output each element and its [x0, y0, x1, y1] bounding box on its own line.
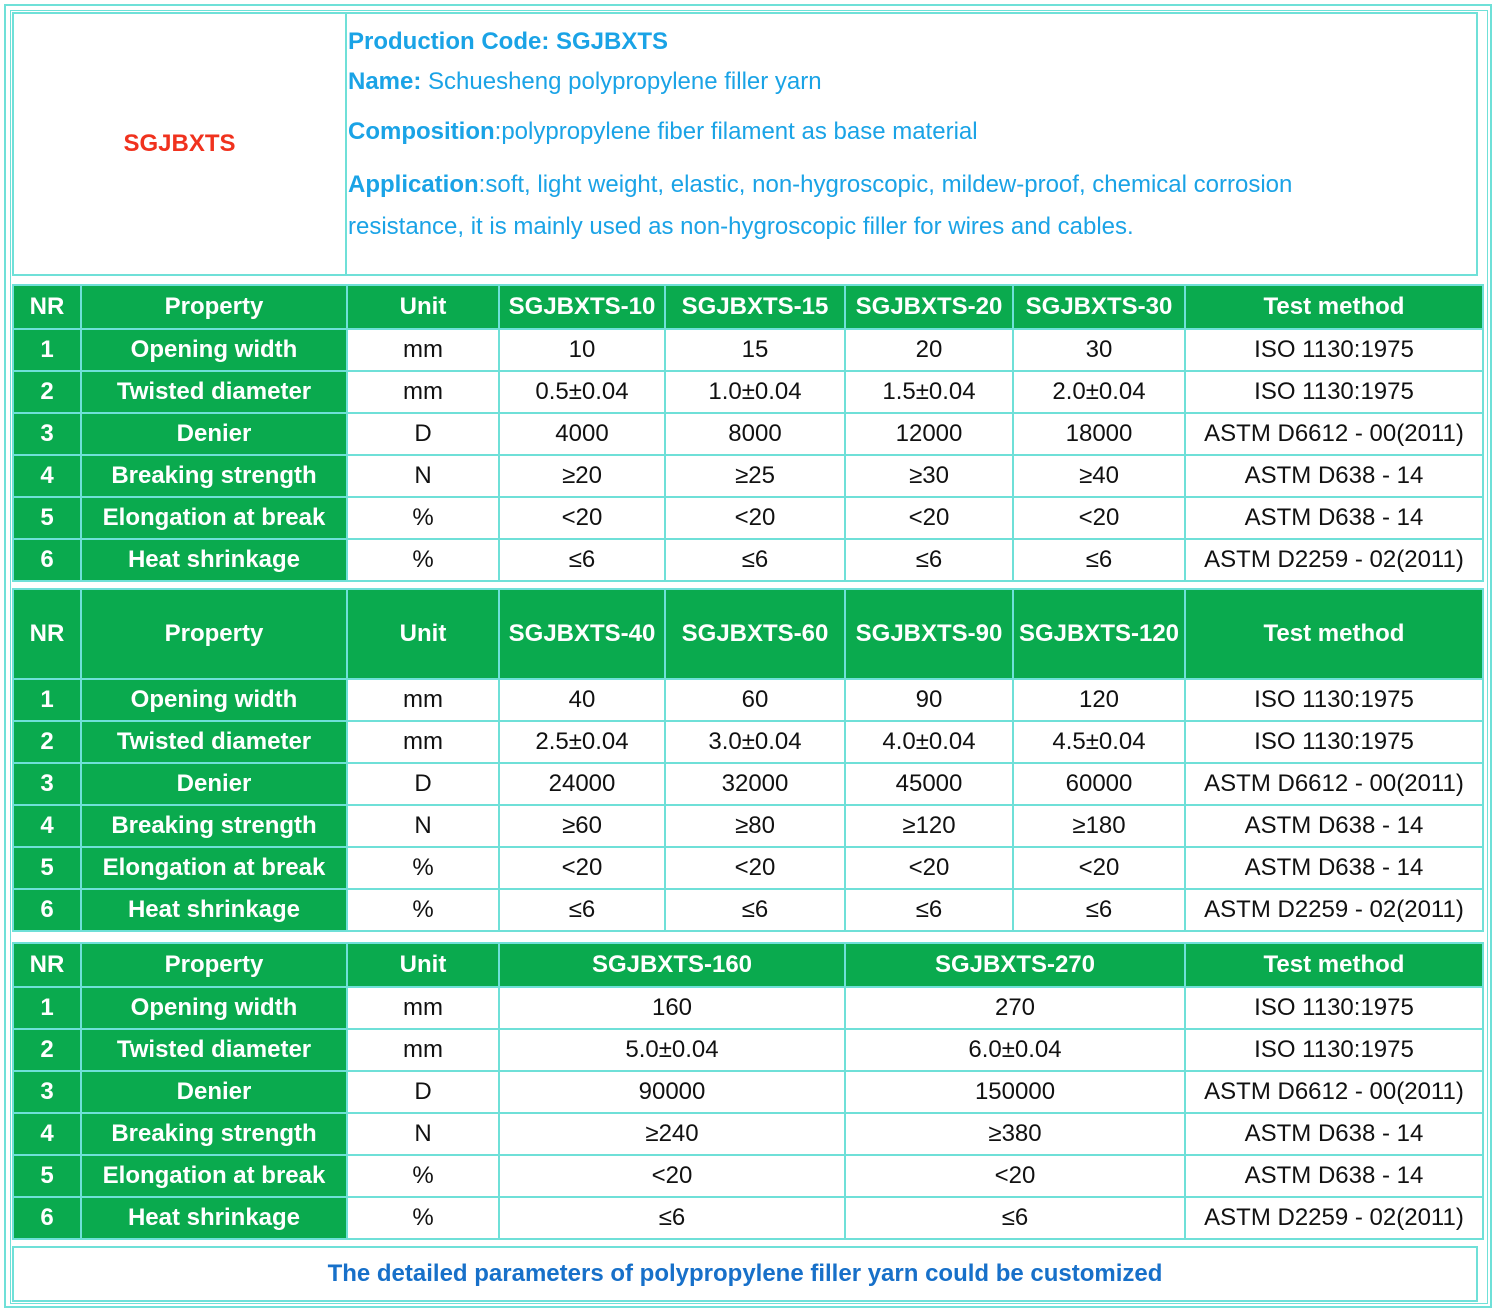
column-header-unit: Unit: [347, 589, 499, 679]
application-value: :soft, light weight, elastic, non-hygroscopic, mildew-proof, chemical corrosion resistance, it is mainly used as non-hygroscopic filler for wires and cables.: [348, 171, 1293, 240]
row-number: 3: [13, 763, 81, 805]
value-cell: <20: [665, 497, 845, 539]
row-number: 1: [13, 329, 81, 371]
table-row: [13, 1029, 1483, 1071]
table-row: [13, 539, 1483, 581]
table-row: [13, 1113, 1483, 1155]
footer-note-text: The detailed parameters of polypropylene filler yarn could be customized: [327, 1260, 1163, 1287]
row-number: 6: [13, 889, 81, 931]
row-property: Breaking strength: [81, 455, 347, 497]
row-number: 1: [13, 679, 81, 721]
table-row: [13, 1071, 1483, 1113]
value-cell: 0.5±0.04: [499, 371, 665, 413]
column-header-property: Property: [81, 589, 347, 679]
value-cell: ≥30: [845, 455, 1013, 497]
table-row: [13, 763, 1483, 805]
spec-table-3: [12, 942, 1484, 1240]
product-code-cell: [14, 14, 347, 274]
value-cell: 4.0±0.04: [845, 721, 1013, 763]
name-line: [348, 68, 822, 96]
value-cell: ≤6: [1013, 539, 1185, 581]
table-row: [13, 1197, 1483, 1239]
row-test-method: ASTM D2259 - 02(2011): [1185, 1197, 1483, 1239]
value-cell: ≤6: [845, 889, 1013, 931]
value-cell: 18000: [1013, 413, 1185, 455]
composition-label: Composition: [348, 118, 495, 145]
row-unit: %: [347, 889, 499, 931]
value-cell: 10: [499, 329, 665, 371]
value-cell: 20: [845, 329, 1013, 371]
column-header-model: SGJBXTS-30: [1013, 285, 1185, 329]
value-cell: ≤6: [499, 539, 665, 581]
column-header-nr: NR: [13, 285, 81, 329]
row-unit: N: [347, 1113, 499, 1155]
row-unit: N: [347, 805, 499, 847]
value-cell: 32000: [665, 763, 845, 805]
value-cell: ≥380: [845, 1113, 1185, 1155]
row-test-method: ISO 1130:1975: [1185, 987, 1483, 1029]
row-number: 1: [13, 987, 81, 1029]
value-cell: 2.5±0.04: [499, 721, 665, 763]
table-row: [13, 413, 1483, 455]
row-number: 2: [13, 1029, 81, 1071]
row-property: Opening width: [81, 329, 347, 371]
row-unit: D: [347, 1071, 499, 1113]
table-row: [13, 1155, 1483, 1197]
value-cell: ≥240: [499, 1113, 845, 1155]
spec-table-2: [12, 588, 1484, 932]
column-header-test-method: Test method: [1185, 589, 1483, 679]
table-row: [13, 679, 1483, 721]
row-number: 5: [13, 497, 81, 539]
row-property: Elongation at break: [81, 497, 347, 539]
row-property: Heat shrinkage: [81, 889, 347, 931]
column-header-model: SGJBXTS-10: [499, 285, 665, 329]
row-unit: D: [347, 413, 499, 455]
value-cell: <20: [499, 497, 665, 539]
row-unit: %: [347, 1155, 499, 1197]
value-cell: ≥60: [499, 805, 665, 847]
row-test-method: ASTM D638 - 14: [1185, 1155, 1483, 1197]
row-unit: mm: [347, 721, 499, 763]
value-cell: ≥80: [665, 805, 845, 847]
value-cell: 4000: [499, 413, 665, 455]
column-header-unit: Unit: [347, 943, 499, 987]
composition-value: :polypropylene fiber filament as base material: [494, 118, 978, 145]
value-cell: ≤6: [1013, 889, 1185, 931]
row-property: Denier: [81, 763, 347, 805]
value-cell: ≥120: [845, 805, 1013, 847]
column-header-test-method: Test method: [1185, 285, 1483, 329]
column-header-nr: NR: [13, 943, 81, 987]
spec-table-1: [12, 284, 1484, 582]
row-test-method: ASTM D6612 - 00(2011): [1185, 1071, 1483, 1113]
value-cell: 40: [499, 679, 665, 721]
row-number: 3: [13, 413, 81, 455]
production-code-label: Production Code:: [348, 28, 550, 55]
customization-note: [12, 1246, 1478, 1302]
row-number: 6: [13, 1197, 81, 1239]
row-property: Elongation at break: [81, 1155, 347, 1197]
value-cell: <20: [499, 847, 665, 889]
name-label: Name:: [348, 68, 422, 95]
table-row: [13, 721, 1483, 763]
table-row: [13, 455, 1483, 497]
row-number: 4: [13, 455, 81, 497]
row-number: 5: [13, 847, 81, 889]
column-header-model: SGJBXTS-270: [845, 943, 1185, 987]
row-property: Breaking strength: [81, 805, 347, 847]
composition-line: [348, 118, 978, 146]
row-test-method: ASTM D6612 - 00(2011): [1185, 763, 1483, 805]
row-number: 5: [13, 1155, 81, 1197]
value-cell: <20: [845, 497, 1013, 539]
row-test-method: ISO 1130:1975: [1185, 1029, 1483, 1071]
row-unit: %: [347, 497, 499, 539]
column-header-model: SGJBXTS-160: [499, 943, 845, 987]
row-property: Twisted diameter: [81, 1029, 347, 1071]
value-cell: ≤6: [665, 539, 845, 581]
table-row: [13, 329, 1483, 371]
value-cell: 12000: [845, 413, 1013, 455]
application-line: [348, 164, 1368, 248]
value-cell: 160: [499, 987, 845, 1029]
value-cell: 15: [665, 329, 845, 371]
value-cell: ≤6: [499, 1197, 845, 1239]
row-test-method: ISO 1130:1975: [1185, 679, 1483, 721]
row-unit: %: [347, 847, 499, 889]
column-header-property: Property: [81, 943, 347, 987]
table-row: [13, 371, 1483, 413]
value-cell: 4.5±0.04: [1013, 721, 1185, 763]
value-cell: 30: [1013, 329, 1185, 371]
row-property: Breaking strength: [81, 1113, 347, 1155]
column-header-test-method: Test method: [1185, 943, 1483, 987]
value-cell: 270: [845, 987, 1185, 1029]
row-number: 3: [13, 1071, 81, 1113]
row-test-method: ASTM D638 - 14: [1185, 1113, 1483, 1155]
row-unit: mm: [347, 679, 499, 721]
row-test-method: ASTM D638 - 14: [1185, 497, 1483, 539]
row-property: Opening width: [81, 987, 347, 1029]
column-header-model: SGJBXTS-15: [665, 285, 845, 329]
column-header-model: SGJBXTS-90: [845, 589, 1013, 679]
name-value: Schuesheng polypropylene filler yarn: [421, 68, 822, 95]
value-cell: ≤6: [845, 1197, 1185, 1239]
value-cell: 6.0±0.04: [845, 1029, 1185, 1071]
row-property: Heat shrinkage: [81, 1197, 347, 1239]
row-unit: mm: [347, 1029, 499, 1071]
row-number: 4: [13, 1113, 81, 1155]
row-unit: %: [347, 1197, 499, 1239]
row-test-method: ISO 1130:1975: [1185, 371, 1483, 413]
value-cell: 1.0±0.04: [665, 371, 845, 413]
value-cell: <20: [1013, 497, 1185, 539]
value-cell: 150000: [845, 1071, 1185, 1113]
value-cell: ≥20: [499, 455, 665, 497]
row-property: Denier: [81, 413, 347, 455]
column-header-model: SGJBXTS-40: [499, 589, 665, 679]
value-cell: <20: [1013, 847, 1185, 889]
row-number: 2: [13, 371, 81, 413]
row-number: 2: [13, 721, 81, 763]
value-cell: ≥25: [665, 455, 845, 497]
row-test-method: ASTM D638 - 14: [1185, 805, 1483, 847]
column-header-model: SGJBXTS-20: [845, 285, 1013, 329]
value-cell: 90000: [499, 1071, 845, 1113]
column-header-property: Property: [81, 285, 347, 329]
row-number: 6: [13, 539, 81, 581]
table-row: [13, 805, 1483, 847]
row-property: Heat shrinkage: [81, 539, 347, 581]
column-header-nr: NR: [13, 589, 81, 679]
table-header-row: [13, 943, 1483, 987]
value-cell: ≤6: [499, 889, 665, 931]
row-test-method: ASTM D2259 - 02(2011): [1185, 889, 1483, 931]
product-code-label: SGJBXTS: [123, 130, 236, 157]
value-cell: 60: [665, 679, 845, 721]
production-code-value: SGJBXTS: [549, 28, 669, 55]
value-cell: <20: [665, 847, 845, 889]
table-row: [13, 847, 1483, 889]
row-unit: mm: [347, 987, 499, 1029]
table-row: [13, 497, 1483, 539]
application-label: Application: [348, 171, 479, 198]
value-cell: 1.5±0.04: [845, 371, 1013, 413]
value-cell: <20: [499, 1155, 845, 1197]
row-test-method: ASTM D638 - 14: [1185, 847, 1483, 889]
row-test-method: ASTM D6612 - 00(2011): [1185, 413, 1483, 455]
table-header-row: [13, 285, 1483, 329]
table-row: [13, 987, 1483, 1029]
table-row: [13, 889, 1483, 931]
row-property: Opening width: [81, 679, 347, 721]
row-test-method: ISO 1130:1975: [1185, 721, 1483, 763]
value-cell: 3.0±0.04: [665, 721, 845, 763]
row-property: Twisted diameter: [81, 721, 347, 763]
row-number: 4: [13, 805, 81, 847]
value-cell: 24000: [499, 763, 665, 805]
column-header-unit: Unit: [347, 285, 499, 329]
row-unit: N: [347, 455, 499, 497]
value-cell: 60000: [1013, 763, 1185, 805]
value-cell: 2.0±0.04: [1013, 371, 1185, 413]
row-unit: %: [347, 539, 499, 581]
column-header-model: SGJBXTS-60: [665, 589, 845, 679]
value-cell: ≤6: [845, 539, 1013, 581]
value-cell: 120: [1013, 679, 1185, 721]
column-header-model: SGJBXTS-120: [1013, 589, 1185, 679]
row-test-method: ASTM D2259 - 02(2011): [1185, 539, 1483, 581]
value-cell: 90: [845, 679, 1013, 721]
row-test-method: ASTM D638 - 14: [1185, 455, 1483, 497]
value-cell: 5.0±0.04: [499, 1029, 845, 1071]
row-unit: D: [347, 763, 499, 805]
row-property: Denier: [81, 1071, 347, 1113]
row-test-method: ISO 1130:1975: [1185, 329, 1483, 371]
value-cell: ≥180: [1013, 805, 1185, 847]
row-unit: mm: [347, 371, 499, 413]
value-cell: ≤6: [665, 889, 845, 931]
row-unit: mm: [347, 329, 499, 371]
row-property: Twisted diameter: [81, 371, 347, 413]
value-cell: 8000: [665, 413, 845, 455]
value-cell: 45000: [845, 763, 1013, 805]
value-cell: <20: [845, 1155, 1185, 1197]
table-header-row: [13, 589, 1483, 679]
production-code-line: [348, 28, 668, 56]
value-cell: <20: [845, 847, 1013, 889]
row-property: Elongation at break: [81, 847, 347, 889]
value-cell: ≥40: [1013, 455, 1185, 497]
